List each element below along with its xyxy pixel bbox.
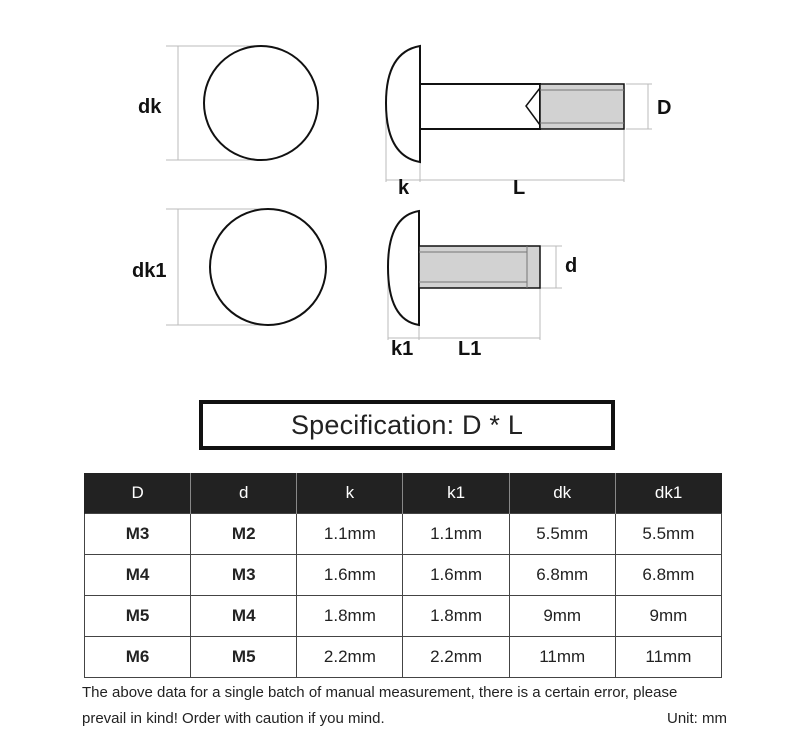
table-cell: M3 — [191, 555, 297, 596]
table-cell: M5 — [85, 596, 191, 637]
table-row — [85, 596, 722, 637]
table-cell: 2.2mm — [297, 637, 403, 678]
table-cell: 11mm — [615, 637, 721, 678]
table-cell: 2.2mm — [403, 637, 509, 678]
table-cell: M4 — [85, 555, 191, 596]
table-cell: 11mm — [509, 637, 615, 678]
bolt-side-view-top — [386, 46, 624, 162]
table-cell: 1.1mm — [403, 514, 509, 555]
table-cell: 1.1mm — [297, 514, 403, 555]
table-cell: 5.5mm — [509, 514, 615, 555]
column-header: d — [191, 473, 297, 514]
label-L: L — [513, 177, 526, 199]
table-cell: 1.6mm — [403, 555, 509, 596]
table-row — [85, 514, 722, 555]
specification-title: Specification: D * L — [199, 400, 615, 450]
disclaimer-line-2: prevail in kind! Order with caution if you mind. — [82, 710, 385, 727]
column-header: dk1 — [615, 473, 721, 514]
column-header: k1 — [403, 473, 509, 514]
table-cell: 9mm — [509, 596, 615, 637]
specification-table — [84, 473, 722, 678]
column-header: D — [85, 473, 191, 514]
table-cell: 1.6mm — [297, 555, 403, 596]
table-cell: M2 — [191, 514, 297, 555]
table-cell: M6 — [85, 637, 191, 678]
table-header-row — [85, 473, 722, 514]
table-cell: 6.8mm — [615, 555, 721, 596]
label-L1: L1 — [458, 338, 482, 360]
label-dk: dk — [138, 96, 162, 118]
column-header: k — [297, 473, 403, 514]
head-circle-dk — [204, 46, 318, 160]
disclaimer-line-1: The above data for a single batch of manual measurement, there is a certain error, please — [82, 684, 678, 701]
table-cell: 1.8mm — [297, 596, 403, 637]
table-cell: M4 — [191, 596, 297, 637]
label-d: d — [565, 255, 578, 277]
column-header: dk — [509, 473, 615, 514]
label-k: k — [398, 177, 410, 199]
table-row — [85, 555, 722, 596]
label-dk1: dk1 — [132, 260, 167, 282]
table-cell: 9mm — [615, 596, 721, 637]
table-cell: 5.5mm — [615, 514, 721, 555]
bolt-side-view-bottom — [388, 211, 540, 325]
label-D: D — [657, 97, 672, 119]
head-circle-dk1 — [210, 209, 326, 325]
table-cell: 1.8mm — [403, 596, 509, 637]
table-cell: M5 — [191, 637, 297, 678]
table-cell: 6.8mm — [509, 555, 615, 596]
table-row — [85, 637, 722, 678]
table-cell: M3 — [85, 514, 191, 555]
unit-label: Unit: mm — [667, 710, 727, 727]
label-k1: k1 — [391, 338, 414, 360]
